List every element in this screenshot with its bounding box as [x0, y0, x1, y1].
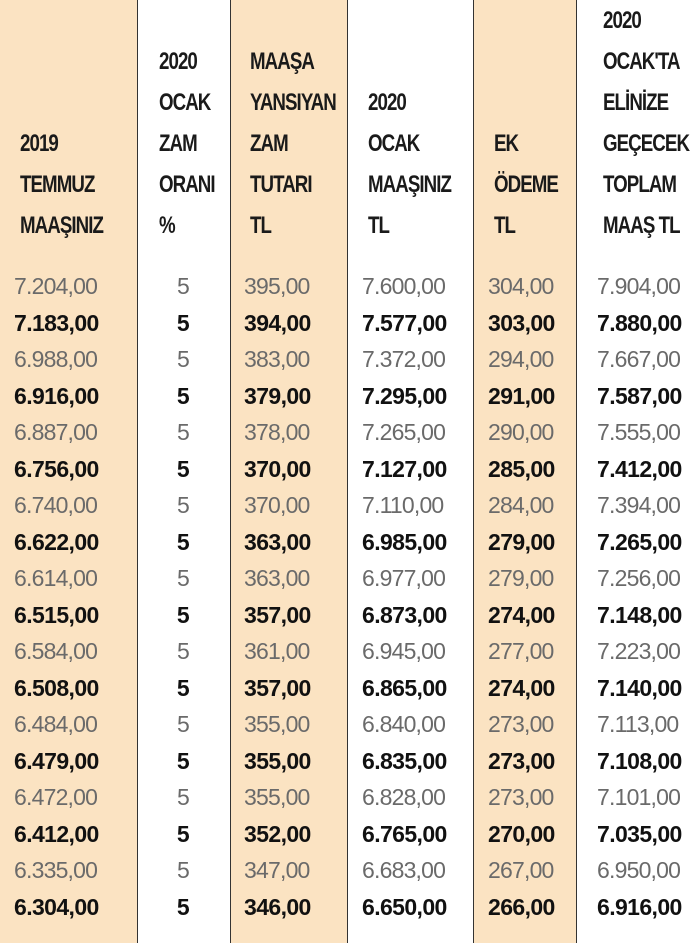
table-cell: 7.587,00: [597, 382, 682, 409]
header-line: MAAŞ TL: [603, 212, 680, 239]
table-cell: 6.304,00: [14, 893, 99, 920]
table-cell: 7.412,00: [597, 455, 682, 482]
table-cell: 267,00: [488, 857, 554, 883]
header-line: TUTARI: [250, 171, 312, 198]
header-line: MAAŞINIZ: [20, 212, 103, 239]
table-cell: 5: [177, 419, 189, 445]
column-header: [0, 0, 137, 252]
header-line: %: [159, 212, 175, 239]
header-line: 2020: [603, 7, 641, 34]
table-cell: 7.101,00: [597, 784, 681, 810]
table-cell: 6.508,00: [14, 674, 99, 701]
table-cell: 6.683,00: [362, 857, 446, 883]
table-cell: 7.265,00: [597, 528, 682, 555]
table-cell: 284,00: [488, 492, 554, 518]
table-cell: 355,00: [244, 747, 311, 774]
table-cell: 5: [176, 674, 190, 701]
table-cell: 277,00: [488, 638, 554, 664]
table-cell: 363,00: [244, 528, 311, 555]
column-header: [474, 0, 576, 252]
header-line: ELİNİZE: [603, 89, 669, 116]
table-cell: 7.148,00: [597, 601, 682, 628]
header-line: TL: [494, 212, 515, 239]
table-cell: 5: [177, 711, 189, 737]
column-toplam-maas: [576, 0, 700, 943]
table-cell: 6.977,00: [362, 565, 446, 591]
header-line: OCAK'TA: [603, 48, 680, 75]
table-cell: 7.372,00: [362, 346, 446, 372]
table-cell: 7.035,00: [597, 820, 682, 847]
table-cell: 395,00: [244, 273, 310, 299]
table-cell: 270,00: [488, 820, 555, 847]
column-temmuz-2019-maas: [0, 0, 137, 943]
header-line: ZAM: [159, 130, 197, 157]
header-line: ZAM: [250, 130, 288, 157]
table-cell: 379,00: [244, 382, 311, 409]
table-cell: 6.945,00: [362, 638, 446, 664]
column-ocak-2020-maas: [347, 0, 473, 943]
table-cell: 6.650,00: [362, 893, 447, 920]
table-cell: 5: [177, 273, 189, 299]
table-cell: 6.515,00: [14, 601, 99, 628]
table-cell: 274,00: [488, 601, 555, 628]
table-cell: 279,00: [488, 565, 554, 591]
table-cell: 7.265,00: [362, 419, 446, 445]
header-line: TL: [250, 212, 271, 239]
header-line: TL: [368, 212, 389, 239]
table-cell: 7.904,00: [597, 273, 681, 299]
table-cell: 5: [177, 638, 189, 664]
table-cell: 352,00: [244, 820, 311, 847]
column-ek-odeme: [473, 0, 576, 943]
column-header: [348, 0, 473, 252]
column-header: [231, 0, 347, 252]
table-cell: 6.765,00: [362, 820, 447, 847]
table-cell: 273,00: [488, 747, 555, 774]
table-cell: 6.614,00: [14, 565, 98, 591]
table-cell: 7.256,00: [597, 565, 681, 591]
header-line: 2019: [20, 130, 58, 157]
table-cell: 6.472,00: [14, 784, 98, 810]
table-cell: 303,00: [488, 309, 555, 336]
table-cell: 7.880,00: [597, 309, 682, 336]
table-cell: 6.412,00: [14, 820, 99, 847]
table-cell: 361,00: [244, 638, 310, 664]
table-cell: 6.840,00: [362, 711, 446, 737]
table-cell: 5: [176, 747, 190, 774]
header-line: YANSIYAN: [250, 89, 336, 116]
table-cell: 6.622,00: [14, 528, 99, 555]
table-cell: 5: [176, 382, 190, 409]
table-cell: 5: [176, 455, 190, 482]
table-cell: 394,00: [244, 309, 311, 336]
table-cell: 290,00: [488, 419, 554, 445]
table-cell: 7.113,00: [597, 711, 679, 737]
table-cell: 7.577,00: [362, 309, 447, 336]
table-cell: 6.916,00: [597, 893, 682, 920]
table-cell: 6.985,00: [362, 528, 447, 555]
header-line: MAAŞINIZ: [368, 171, 451, 198]
table-cell: 7.394,00: [597, 492, 681, 518]
table-cell: 5: [176, 820, 190, 847]
table-cell: 6.887,00: [14, 419, 98, 445]
table-cell: 6.740,00: [14, 492, 98, 518]
table-cell: 7.183,00: [14, 309, 99, 336]
header-line: ÖDEME: [494, 171, 558, 198]
header-line: OCAK: [368, 130, 420, 157]
header-line: TEMMUZ: [20, 171, 95, 198]
column-zam-tutari: [230, 0, 347, 943]
table-cell: 5: [177, 857, 189, 883]
table-cell: 7.204,00: [14, 273, 98, 299]
table-cell: 294,00: [488, 346, 554, 372]
header-line: GEÇECEK: [603, 130, 690, 157]
table-cell: 5: [176, 528, 190, 555]
table-cell: 7.223,00: [597, 638, 681, 664]
header-line: TOPLAM: [603, 171, 677, 198]
column-header: [577, 0, 700, 252]
table-cell: 5: [177, 492, 189, 518]
table-cell: 6.873,00: [362, 601, 447, 628]
table-cell: 6.756,00: [14, 455, 99, 482]
column-zam-orani: [137, 0, 230, 943]
table-cell: 347,00: [244, 857, 310, 883]
table-cell: 383,00: [244, 346, 310, 372]
table-cell: 5: [177, 346, 189, 372]
table-cell: 357,00: [244, 674, 311, 701]
table-cell: 7.110,00: [362, 492, 444, 518]
table-cell: 6.988,00: [14, 346, 98, 372]
table-cell: 5: [176, 309, 190, 336]
table-cell: 370,00: [244, 455, 311, 482]
table-cell: 266,00: [488, 893, 555, 920]
header-line: 2020: [159, 48, 197, 75]
table-cell: 355,00: [244, 784, 310, 810]
table-cell: 7.667,00: [597, 346, 681, 372]
table-cell: 5: [176, 601, 190, 628]
table-cell: 5: [177, 565, 189, 591]
table-cell: 6.335,00: [14, 857, 98, 883]
table-cell: 273,00: [488, 711, 554, 737]
table-cell: 363,00: [244, 565, 310, 591]
table-cell: 7.555,00: [597, 419, 681, 445]
table-cell: 7.127,00: [362, 455, 447, 482]
table-cell: 291,00: [488, 382, 555, 409]
table-cell: 6.835,00: [362, 747, 447, 774]
table-cell: 346,00: [244, 893, 311, 920]
table-cell: 7.108,00: [597, 747, 682, 774]
table-cell: 6.484,00: [14, 711, 98, 737]
header-line: MAAŞA: [250, 48, 314, 75]
column-header: [138, 0, 230, 252]
header-line: 2020: [368, 89, 406, 116]
header-line: ORANI: [159, 171, 215, 198]
table-cell: 6.865,00: [362, 674, 447, 701]
table-cell: 6.950,00: [597, 857, 681, 883]
header-line: OCAK: [159, 89, 211, 116]
table-cell: 370,00: [244, 492, 310, 518]
table-cell: 7.295,00: [362, 382, 447, 409]
table-cell: 378,00: [244, 419, 310, 445]
table-cell: 6.828,00: [362, 784, 446, 810]
header-line: EK: [494, 130, 519, 157]
table-cell: 7.600,00: [362, 273, 446, 299]
table-cell: 285,00: [488, 455, 555, 482]
table-cell: 7.140,00: [597, 674, 682, 701]
table-cell: 6.916,00: [14, 382, 99, 409]
table-cell: 273,00: [488, 784, 554, 810]
table-cell: 279,00: [488, 528, 555, 555]
table-cell: 5: [177, 784, 189, 810]
table-cell: 304,00: [488, 273, 554, 299]
table-cell: 357,00: [244, 601, 311, 628]
table-cell: 355,00: [244, 711, 310, 737]
table-cell: 5: [176, 893, 190, 920]
table-cell: 6.584,00: [14, 638, 98, 664]
table-cell: 6.479,00: [14, 747, 99, 774]
table-cell: 274,00: [488, 674, 555, 701]
